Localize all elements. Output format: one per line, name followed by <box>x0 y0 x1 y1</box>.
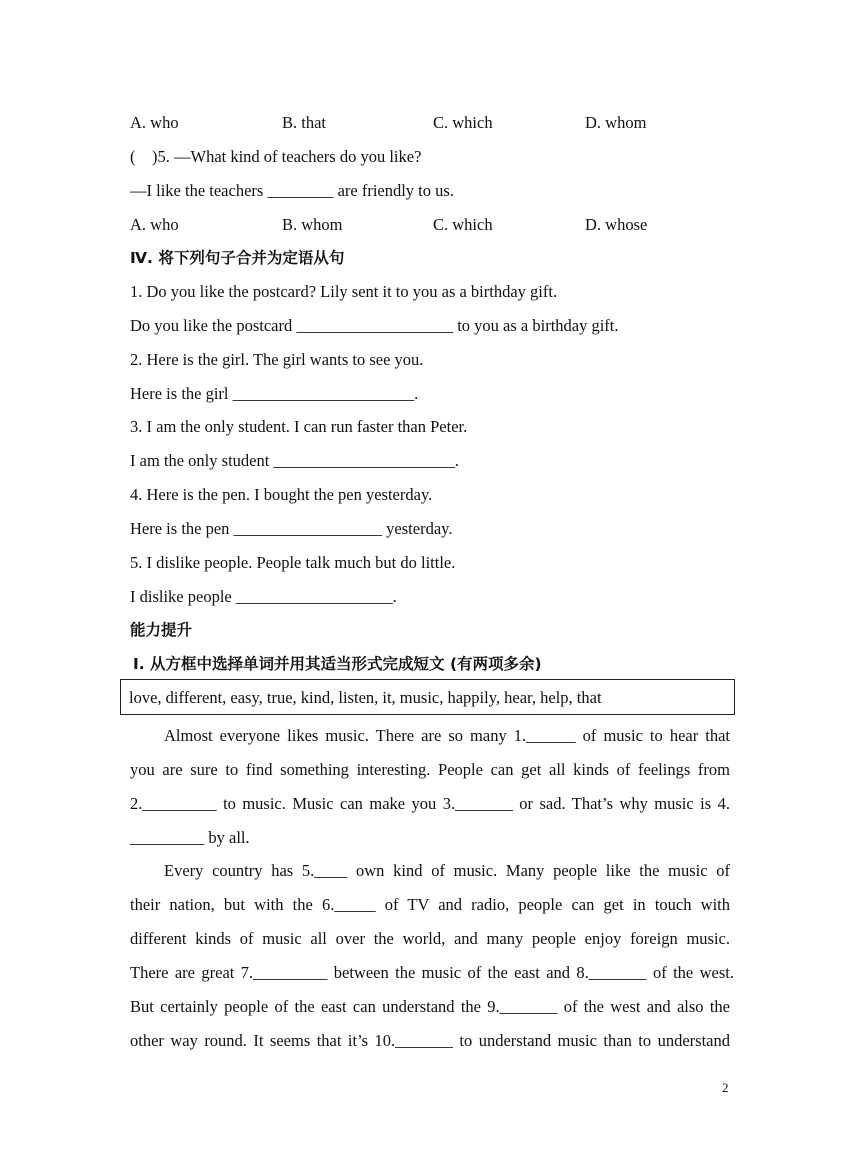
s4-item2-q: 2. Here is the girl. The girl wants to see you. <box>130 350 424 369</box>
passage-line: Almost everyone likes music. There are so many 1.______ of music to hear that <box>164 726 730 745</box>
q5-option-d: D. whose <box>585 215 648 234</box>
passage-line: There are great 7._________ between the music of the east and 8._______ of the west. <box>130 963 734 982</box>
q4-option-d: D. whom <box>585 113 647 132</box>
s4-item4-a: Here is the pen __________________ yesterday. <box>130 519 453 538</box>
q4-option-a: A. who <box>130 113 179 132</box>
q5-option-c: C. which <box>433 215 493 234</box>
s4-item2-a: Here is the girl ______________________. <box>130 384 419 403</box>
passage-line: 2._________ to music. Music can make you 3._______ or sad. That’s why music is 4. <box>130 794 730 813</box>
section4-title: Ⅳ. 将下列句子合并为定语从句 <box>130 249 345 267</box>
passage-line: But certainly people of the east can understand the 9._______ of the west and also the <box>130 997 730 1016</box>
s4-item1-a: Do you like the postcard ___________________ to you as a birthday gift. <box>130 316 619 335</box>
s4-item4-q: 4. Here is the pen. I bought the pen yesterday. <box>130 485 433 504</box>
word-box <box>120 679 735 715</box>
s4-item5-q: 5. I dislike people. People talk much but do little. <box>130 553 456 572</box>
q5-option-b: B. whom <box>282 215 343 234</box>
q5-option-a: A. who <box>130 215 179 234</box>
passage-line: _________ by all. <box>130 828 250 847</box>
word-box-text: love, different, easy, true, kind, listen, it, music, happily, hear, help, that <box>129 688 602 707</box>
ability-heading: 能力提升 <box>130 621 193 639</box>
s4-item1-q: 1. Do you like the postcard? Lily sent it to you as a birthday gift. <box>130 282 558 301</box>
s4-item3-q: 3. I am the only student. I can run faster than Peter. <box>130 417 468 436</box>
passage-line: other way round. It seems that it’s 10._______ to understand music than to understand <box>130 1031 730 1050</box>
q5-stem: ( )5. —What kind of teachers do you like? <box>130 147 422 166</box>
passage-line: different kinds of music all over the world, and many people enjoy foreign music. <box>130 929 730 948</box>
q4-option-c: C. which <box>433 113 493 132</box>
q4-option-b: B. that <box>282 113 326 132</box>
passage-line: you are sure to find something interesting. People can get all kinds of feelings from <box>130 760 730 779</box>
passage-line: their nation, but with the 6._____ of TV and radio, people can get in touch with <box>130 895 730 914</box>
s4-item5-a: I dislike people ___________________. <box>130 587 397 606</box>
page-number: 2 <box>722 1080 729 1095</box>
s4-item3-a: I am the only student ______________________. <box>130 451 460 470</box>
q5-line2: —I like the teachers ________ are friendly to us. <box>130 181 454 200</box>
section1-title: Ⅰ. 从方框中选择单词并用其适当形式完成短文 (有两项多余) <box>133 655 542 673</box>
passage-line: Every country has 5.____ own kind of music. Many people like the music of <box>164 861 730 880</box>
